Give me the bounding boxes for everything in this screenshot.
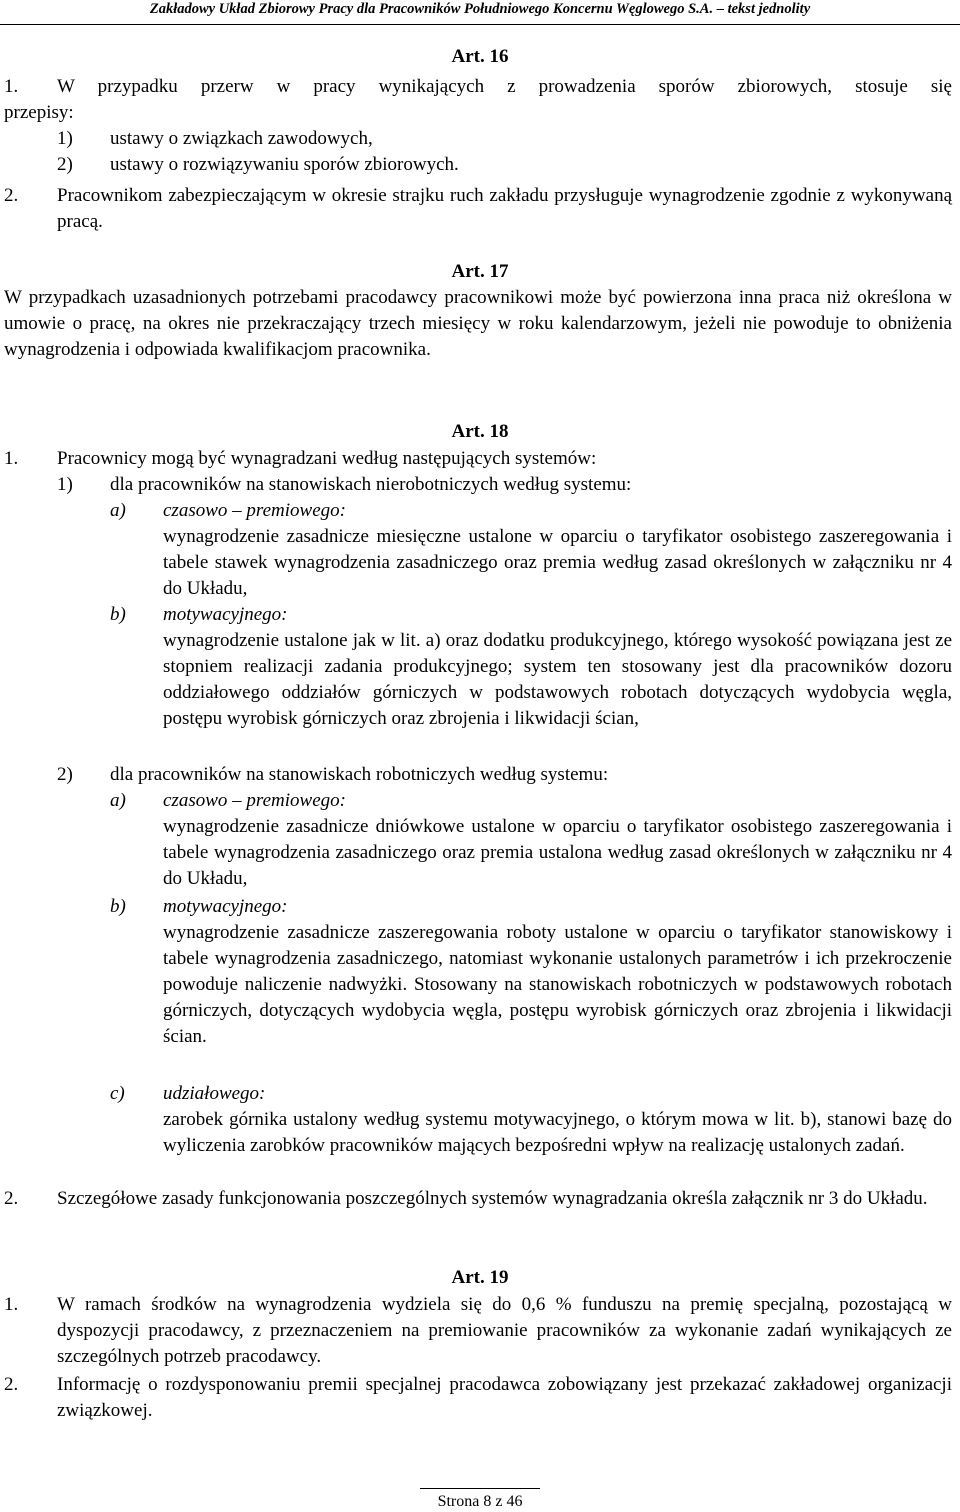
header-rule	[0, 24, 960, 25]
art16-title: Art. 16	[451, 46, 509, 67]
art18-s1b-num: b)	[110, 604, 126, 625]
art16-item1-num: 1)	[57, 128, 73, 149]
art18-s1-text: dla pracowników na stanowiskach nierobotniczych według systemu:	[110, 474, 632, 495]
art18-s1b-title: motywacyjnego:	[163, 604, 288, 625]
art16-item2-num: 2)	[57, 154, 73, 175]
art18-s2c-text: zarobek górnika ustalony według systemu motywacyjnego, o którym mowa w lit. b), stanowi bazę do wyliczenia zarobków pracowników mających bezpośredni wpływ na realizację ustalonych zadań.	[163, 1109, 952, 1156]
art16-item2-text: ustawy o rozwiązywaniu sporów zbiorowych.	[110, 154, 459, 175]
art16-item1-text: ustawy o związkach zawodowych,	[110, 128, 373, 149]
page-footer	[0, 1492, 960, 1512]
art18-title: Art. 18	[451, 421, 509, 442]
art18-p2-text: Szczegółowe zasady funkcjonowania poszczególnych systemów wynagradzania określa załącznik nr 3 do Układu.	[57, 1188, 928, 1209]
art18-s2-text: dla pracowników na stanowiskach robotniczych według systemu:	[110, 764, 609, 785]
footer-rule	[420, 1488, 540, 1489]
art18-s1b-text: wynagrodzenie ustalone jak w lit. a) oraz dodatku produkcyjnego, którego wysokość powiązana jest ze stopniem realizacji zadania produkcyjnego; system ten stosowany jest dla pracowników dozoru oddziałowego oddziałów górniczych w podstawowych robotach dotyczących wydobycia węgla, postępu wyrobisk górniczych oraz zbrojenia i likwidacji ścian,	[163, 630, 952, 729]
art18-s1a-num: a)	[110, 500, 126, 521]
art16-p1-text: W przypadku przerw w pracy wynikających z prowadzenia sporów zbiorowych, stosuje się	[57, 76, 952, 97]
header-text: Zakładowy Układ Zbiorowy Pracy dla Pracowników Południowego Koncernu Węglowego S.A. – tekst jednolity	[149, 1, 811, 17]
art18-s2-num: 2)	[57, 764, 73, 785]
art18-s2b-title: motywacyjnego:	[163, 896, 288, 917]
art18-s2a-num: a)	[110, 790, 126, 811]
art19-p2-num: 2.	[4, 1374, 19, 1395]
art18-s1a-title: czasowo – premiowego:	[163, 500, 346, 521]
art17-title: Art. 17	[451, 261, 509, 282]
art16-p2-num: 2.	[4, 185, 19, 206]
art18-s2b-text: wynagrodzenie zasadnicze zaszeregowania roboty ustalone w oparciu o taryfikator stanowiskowy i tabele wynagrodzenia zasadniczego, natomiast wykonanie ustalonych parametrów i ich przekroczenie powoduje naliczenie nadwyżki. Stosowany na stanowiskach robotniczych w podstawowych robotach górniczych, dotyczących wydobycia węgla, postępu wyrobisk górniczych oraz zbrojenia i likwidacji ścian.	[163, 922, 952, 1047]
art16-p1-cont: przepisy:	[4, 102, 74, 123]
page-number: Strona 8 z 46	[437, 1493, 523, 1510]
art18-p2-num: 2.	[4, 1188, 19, 1209]
art19-p1-text: W ramach środków na wynagrodzenia wydziela się do 0,6 % funduszu na premię specjalną, pozostającą w dyspozycji pracodawcy, z przeznaczeniem na premiowanie pracowników za wykonanie zadań wynikających ze szczególnych potrzeb pracodawcy.	[57, 1294, 952, 1367]
art18-s2c-title: udziałowego:	[163, 1083, 266, 1104]
art18-s2a-text: wynagrodzenie zasadnicze dniówkowe ustalone w oparciu o taryfikator osobistego zaszeregowania i tabele wynagrodzenia zasadniczego oraz premia ustalona według zasad określonych w załączniku nr 4 do Układu,	[163, 816, 952, 889]
art18-p1-num: 1.	[4, 448, 19, 469]
art19-title: Art. 19	[451, 1267, 509, 1288]
art18-s1-num: 1)	[57, 474, 73, 495]
art19-p2-text: Informację o rozdysponowaniu premii specjalnej pracodawca zobowiązany jest przekazać zakładowej organizacji związkowej.	[57, 1374, 952, 1421]
art18-s1a-text: wynagrodzenie zasadnicze miesięczne ustalone w oparciu o taryfikator osobistego zaszeregowania i tabele stawek wynagrodzenia zasadniczego oraz premia według zasad określonych w załączniku nr 4 do Układu,	[163, 526, 952, 599]
art18-s2a-title: czasowo – premiowego:	[163, 790, 346, 811]
art16-p1-num: 1.	[4, 76, 19, 97]
page-header	[0, 0, 960, 26]
art18-s2c-num: c)	[110, 1083, 125, 1104]
art19-p1-num: 1.	[4, 1294, 19, 1315]
art18-p1-text: Pracownicy mogą być wynagradzani według następujących systemów:	[57, 448, 597, 469]
art18-s2b-num: b)	[110, 896, 126, 917]
art17-text: W przypadkach uzasadnionych potrzebami pracodawcy pracownikowi może być powierzona inna praca niż określona w umowie o pracę, na okres nie przekraczający trzech miesięcy w roku kalendarzowym, jeżeli nie powoduje to obniżenia wynagrodzenia i odpowiada kwalifikacjom pracownika.	[4, 287, 952, 360]
art16-p2-text: Pracownikom zabezpieczającym w okresie strajku ruch zakładu przysługuje wynagrodzenie zgodnie z wykonywaną pracą.	[57, 185, 952, 232]
